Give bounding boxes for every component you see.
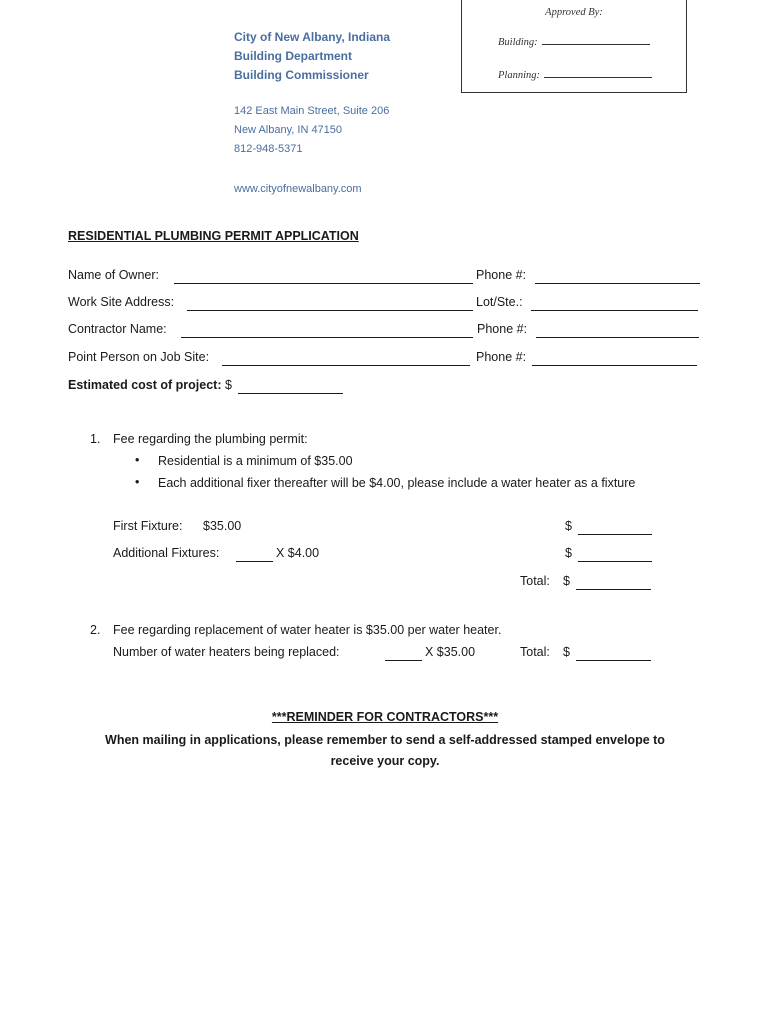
contractor-phone-input-line[interactable] <box>536 337 699 338</box>
building-approval-label: Building: <box>498 37 538 48</box>
point-person-phone-label: Phone #: <box>476 350 527 364</box>
approval-planning-row <box>498 70 652 81</box>
additional-fixtures-dollar: $ <box>565 546 572 560</box>
first-fixture-label: First Fixture: <box>113 519 183 533</box>
first-fixture-amount: $35.00 <box>203 519 242 533</box>
section1-bullet-2: Each additional fixer thereafter will be $4.00, please include a water heater as a fixture <box>158 476 636 490</box>
point-person-label: Point Person on Job Site: <box>68 350 210 364</box>
planning-approval-line[interactable] <box>544 76 652 78</box>
approval-building-row <box>498 37 650 48</box>
point-person-input-line[interactable] <box>222 365 470 366</box>
section2-heading: Fee regarding replacement of water heater is $35.00 per water heater. <box>113 623 502 637</box>
owner-phone-input-line[interactable] <box>535 283 700 284</box>
section1-number: 1. <box>90 432 101 446</box>
work-site-label: Work Site Address: <box>68 295 175 309</box>
work-site-input-line[interactable] <box>187 310 473 311</box>
contractor-label: Contractor Name: <box>68 322 167 336</box>
address-line-2: New Albany, IN 47150 <box>234 124 343 136</box>
city-name: City of New Albany, Indiana <box>234 30 391 44</box>
office-name: Building Commissioner <box>234 68 369 82</box>
approval-title: Approved By: <box>545 7 603 18</box>
estimated-cost-label: Estimated cost of project: <box>68 378 222 392</box>
estimated-cost-input-line[interactable] <box>238 393 343 394</box>
owner-input-line[interactable] <box>174 283 473 284</box>
building-approval-line[interactable] <box>542 43 650 45</box>
approval-box <box>461 0 687 93</box>
section2-total-label: Total: <box>520 645 550 659</box>
first-fixture-total-line[interactable] <box>578 534 652 535</box>
estimated-cost-row <box>68 378 232 392</box>
section1-bullet-1: Residential is a minimum of $35.00 <box>158 454 353 468</box>
planning-approval-label: Planning: <box>498 70 540 81</box>
phone-number: 812-948-5371 <box>234 143 303 155</box>
reminder-line-2: receive your copy. <box>330 754 440 768</box>
reminder-line-1: When mailing in applications, please remember to send a self-addressed stamped envelope to <box>105 733 665 747</box>
bullet-icon: • <box>135 453 140 467</box>
contractor-input-line[interactable] <box>181 337 473 338</box>
water-heaters-replaced-label: Number of water heaters being replaced: <box>113 645 340 659</box>
bullet-icon: • <box>135 475 140 489</box>
first-fixture-dollar: $ <box>565 519 572 533</box>
department-name: Building Department <box>234 49 353 63</box>
water-heaters-count-line[interactable] <box>385 660 422 661</box>
additional-fixtures-total-line[interactable] <box>578 561 652 562</box>
additional-fixtures-count-line[interactable] <box>236 561 273 562</box>
owner-phone-label: Phone #: <box>476 268 527 282</box>
section1-heading: Fee regarding the plumbing permit: <box>113 432 308 446</box>
section2-number: 2. <box>90 623 101 637</box>
point-person-phone-input-line[interactable] <box>532 365 697 366</box>
reminder-title: ***REMINDER FOR CONTRACTORS*** <box>271 710 499 724</box>
section2-total-line[interactable] <box>576 660 651 661</box>
address-line-1: 142 East Main Street, Suite 206 <box>234 105 390 117</box>
water-heater-rate: X $35.00 <box>425 645 476 659</box>
additional-fixtures-rate: X $4.00 <box>276 546 320 560</box>
section1-total-label: Total: <box>520 574 550 588</box>
lot-input-line[interactable] <box>531 310 698 311</box>
additional-fixtures-label: Additional Fixtures: <box>113 546 220 560</box>
section1-total-line[interactable] <box>576 589 651 590</box>
section2-total-dollar: $ <box>563 645 570 659</box>
form-title: RESIDENTIAL PLUMBING PERMIT APPLICATION <box>68 229 359 243</box>
estimated-cost-dollar: $ <box>224 378 232 392</box>
section1-total-dollar: $ <box>563 574 570 588</box>
website-link[interactable]: www.cityofnewalbany.com <box>234 183 362 195</box>
contractor-phone-label: Phone #: <box>477 322 528 336</box>
lot-label: Lot/Ste.: <box>476 295 523 309</box>
owner-label: Name of Owner: <box>68 268 160 282</box>
